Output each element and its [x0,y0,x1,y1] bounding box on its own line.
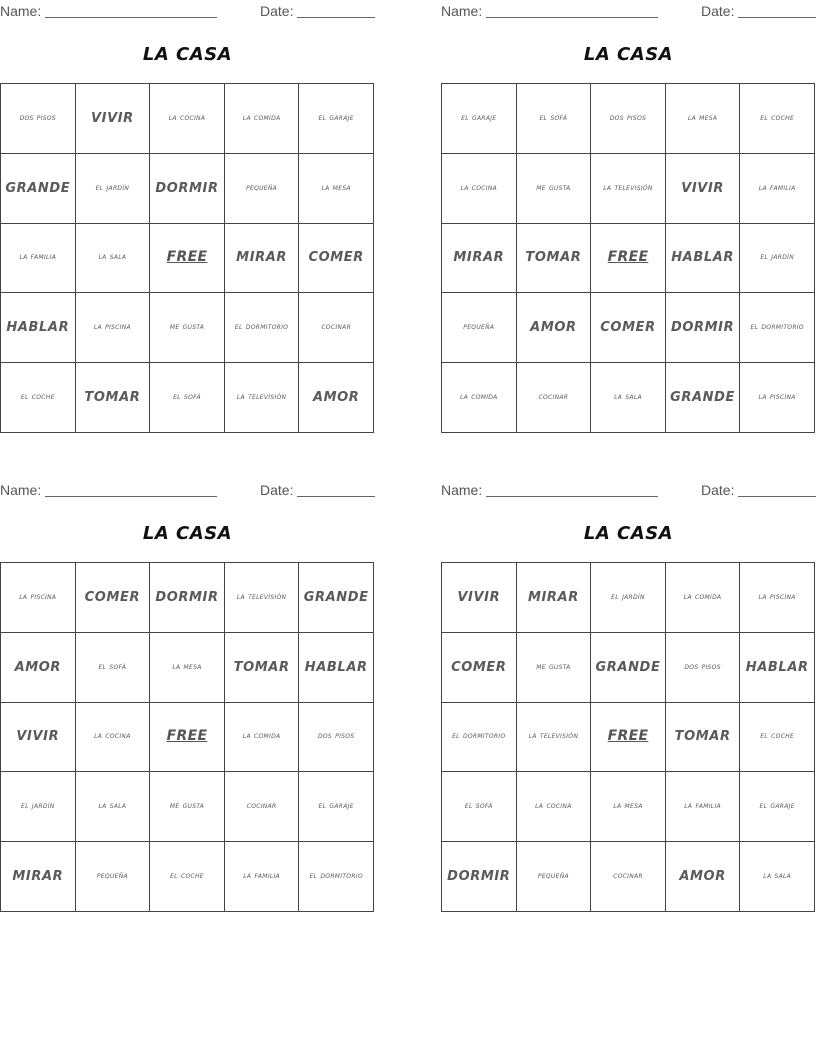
bingo-cell[interactable]: COMER [299,224,374,294]
name-label: Name: [441,3,483,19]
bingo-cell[interactable]: AMOR [299,363,374,433]
bingo-cell[interactable]: el jardín [740,224,815,294]
bingo-card-4 [441,479,816,885]
date-blank-line[interactable] [297,496,375,497]
free-space-cell[interactable]: FREE [150,703,225,773]
bingo-cell[interactable]: la sala [740,842,815,912]
bingo-cell[interactable]: COMER [591,293,666,363]
bingo-cell[interactable]: el jardín [591,563,666,633]
bingo-card-1 [0,0,375,406]
bingo-cell[interactable]: VIVIR [666,154,741,224]
bingo-cell[interactable]: pequeña [76,842,151,912]
bingo-cell[interactable]: me gusta [150,772,225,842]
bingo-cell[interactable]: el dormitorio [442,703,517,773]
bingo-cell[interactable]: la televisión [225,363,300,433]
bingo-grid [441,562,815,912]
bingo-cell[interactable]: el garaje [442,84,517,154]
bingo-cell[interactable]: el jardín [76,154,151,224]
bingo-cell[interactable]: pequeña [517,842,592,912]
bingo-cell[interactable]: TOMAR [225,633,300,703]
card-title: LA CASA [583,523,674,544]
bingo-cell[interactable]: pequeña [442,293,517,363]
date-label: Date: [260,3,294,19]
bingo-cell[interactable]: la piscina [740,563,815,633]
bingo-cell[interactable]: la mesa [299,154,374,224]
bingo-cell[interactable]: HABLAR [666,224,741,294]
bingo-cell[interactable]: GRANDE [1,154,76,224]
bingo-cell[interactable]: el sofá [150,363,225,433]
bingo-cell[interactable]: la cocina [442,154,517,224]
bingo-cell[interactable]: dos pisos [591,84,666,154]
name-blank-line[interactable] [486,496,658,497]
bingo-cell[interactable]: HABLAR [740,633,815,703]
bingo-cell[interactable]: el sofá [517,84,592,154]
bingo-cell[interactable]: dos pisos [666,633,741,703]
bingo-cell[interactable]: el garaje [740,772,815,842]
card-header [0,479,375,501]
bingo-cell[interactable]: la familia [1,224,76,294]
date-blank-line[interactable] [738,17,816,18]
bingo-cell[interactable]: el coche [740,84,815,154]
bingo-card-2 [441,0,816,406]
name-label: Name: [441,482,483,498]
bingo-cell[interactable]: el garaje [299,772,374,842]
bingo-cell[interactable]: la familia [666,772,741,842]
bingo-cell[interactable]: HABLAR [299,633,374,703]
bingo-cell[interactable]: MIRAR [225,224,300,294]
bingo-cell[interactable]: cocinar [299,293,374,363]
bingo-cell[interactable]: cocinar [591,842,666,912]
bingo-cell[interactable]: la cocina [76,703,151,773]
bingo-cell[interactable]: el coche [150,842,225,912]
bingo-cell[interactable]: AMOR [1,633,76,703]
card-title: LA CASA [142,44,233,65]
bingo-cell[interactable]: cocinar [225,772,300,842]
bingo-cell[interactable]: MIRAR [517,563,592,633]
bingo-cell[interactable]: la cocina [517,772,592,842]
bingo-cell[interactable]: MIRAR [442,224,517,294]
bingo-cell[interactable]: DORMIR [150,154,225,224]
bingo-cell[interactable]: el sofá [442,772,517,842]
bingo-cell[interactable]: COMER [76,563,151,633]
bingo-cell[interactable]: la piscina [76,293,151,363]
bingo-grid [0,562,374,912]
bingo-cell[interactable]: AMOR [666,842,741,912]
card-header [441,0,816,22]
bingo-cell[interactable]: la familia [740,154,815,224]
bingo-cell[interactable]: me gusta [517,633,592,703]
bingo-cell[interactable]: MIRAR [1,842,76,912]
bingo-cell[interactable]: el coche [1,363,76,433]
date-label: Date: [701,3,735,19]
bingo-cell[interactable]: TOMAR [666,703,741,773]
bingo-cell[interactable]: el dormitorio [225,293,300,363]
bingo-cell[interactable]: la familia [225,842,300,912]
bingo-cell[interactable]: la mesa [150,633,225,703]
bingo-cell[interactable]: el garaje [299,84,374,154]
bingo-cell[interactable]: dos pisos [299,703,374,773]
bingo-cell[interactable]: me gusta [150,293,225,363]
bingo-cell[interactable]: la sala [76,224,151,294]
bingo-cell[interactable]: el jardín [1,772,76,842]
bingo-cell[interactable]: el coche [740,703,815,773]
bingo-cell[interactable]: VIVIR [76,84,151,154]
bingo-cell[interactable]: DORMIR [442,842,517,912]
free-space-cell[interactable]: FREE [591,703,666,773]
bingo-cell[interactable]: la televisión [591,154,666,224]
name-blank-line[interactable] [486,17,658,18]
bingo-cell[interactable]: la cocina [150,84,225,154]
bingo-cell[interactable]: me gusta [517,154,592,224]
bingo-grid [0,83,374,433]
bingo-cell[interactable]: VIVIR [1,703,76,773]
bingo-cell[interactable]: VIVIR [442,563,517,633]
bingo-cell[interactable]: AMOR [517,293,592,363]
bingo-cell[interactable]: dos pisos [1,84,76,154]
name-blank-line[interactable] [45,496,217,497]
bingo-grid [441,83,815,433]
bingo-cell[interactable]: la comida [225,84,300,154]
bingo-cell[interactable]: DORMIR [150,563,225,633]
bingo-cell[interactable]: el dormitorio [740,293,815,363]
bingo-cell[interactable]: la mesa [666,84,741,154]
bingo-cell[interactable]: GRANDE [666,363,741,433]
date-blank-line[interactable] [738,496,816,497]
card-title: LA CASA [142,523,233,544]
bingo-cell[interactable]: HABLAR [1,293,76,363]
bingo-cell[interactable]: el dormitorio [299,842,374,912]
name-blank-line[interactable] [45,17,217,18]
bingo-cell[interactable]: GRANDE [299,563,374,633]
bingo-cell[interactable]: la comida [666,563,741,633]
bingo-cell[interactable]: DORMIR [666,293,741,363]
free-space-cell[interactable]: FREE [150,224,225,294]
bingo-cell[interactable]: el sofá [76,633,151,703]
bingo-cell[interactable]: la televisión [225,563,300,633]
name-label: Name: [0,3,42,19]
date-label: Date: [260,482,294,498]
bingo-card-3 [0,479,375,885]
bingo-cell[interactable]: cocinar [517,363,592,433]
bingo-cell[interactable]: la comida [442,363,517,433]
bingo-cell[interactable]: la mesa [591,772,666,842]
bingo-cell[interactable]: TOMAR [517,224,592,294]
bingo-cell[interactable]: la sala [76,772,151,842]
card-header [0,0,375,22]
card-title: LA CASA [583,44,674,65]
bingo-cell[interactable]: pequeña [225,154,300,224]
bingo-cell[interactable]: la sala [591,363,666,433]
bingo-cell[interactable]: la comida [225,703,300,773]
card-header [441,479,816,501]
bingo-cell[interactable]: GRANDE [591,633,666,703]
bingo-cell[interactable]: TOMAR [76,363,151,433]
bingo-cell[interactable]: la piscina [1,563,76,633]
name-label: Name: [0,482,42,498]
free-space-cell[interactable]: FREE [591,224,666,294]
bingo-cell[interactable]: COMER [442,633,517,703]
date-blank-line[interactable] [297,17,375,18]
date-label: Date: [701,482,735,498]
bingo-cell[interactable]: la televisión [517,703,592,773]
bingo-cell[interactable]: la piscina [740,363,815,433]
